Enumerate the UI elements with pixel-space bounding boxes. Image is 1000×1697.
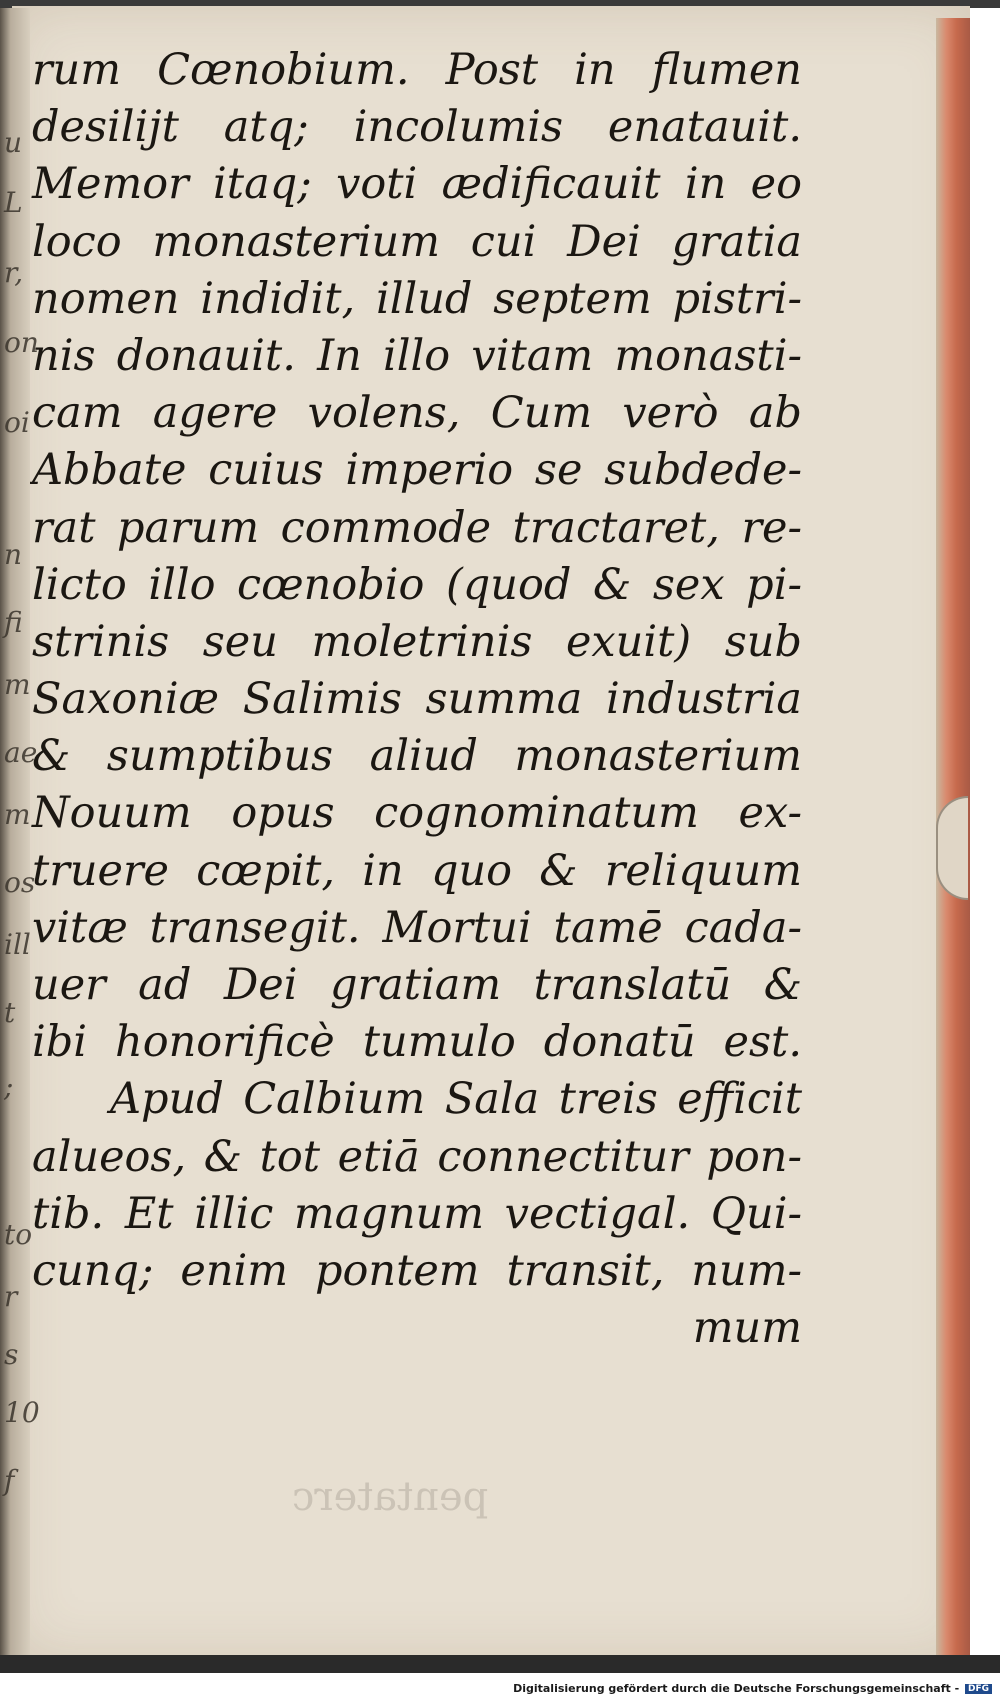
left-gutter [0, 8, 40, 1660]
gutter-letter: t [4, 996, 16, 1029]
text-line: cunq; enim pontem transit, num- [32, 1245, 802, 1296]
text-line: ibi honorificè tumulo donatū est. [32, 1017, 802, 1068]
text-line: alueos, & tot etiā connectitur pon- [32, 1131, 802, 1182]
dfg-logo: DFG [965, 1684, 992, 1694]
text-line: cam agere volens, Cum verò ab [32, 388, 802, 439]
gutter-letter: s [4, 1338, 19, 1371]
gutter-letter: ill [4, 928, 31, 961]
digitization-credit [513, 1682, 992, 1695]
catchword: mum [692, 1303, 802, 1354]
text-line: vitæ transegit. Mortui tamē cada- [32, 902, 802, 953]
text-line: nomen indidit, illud septem pistri- [32, 273, 802, 324]
text-line: Memor itaq; voti ædificauit in eo [32, 159, 802, 210]
text-line: strinis seu moletrinis exuit) sub [32, 616, 802, 667]
text-line: loco monasterium cui Dei gratia [32, 216, 802, 267]
text-line: Nouum opus cognominatum ex- [32, 788, 802, 839]
text-line: & sumptibus aliud monasterium [32, 731, 802, 782]
gutter-letter: ; [4, 1070, 14, 1103]
text-line: Saxoniæ Salimis summa industria [32, 674, 802, 725]
gutter-letter: m [4, 798, 31, 831]
gutter-letter: on [4, 326, 39, 359]
text-line: desilijt atq; incolumis enatauit. [32, 102, 802, 153]
gutter-letter: f [4, 1464, 15, 1497]
text-line: licto illo cœnobio (quod & sex pi- [32, 559, 802, 610]
gutter-letter: m [4, 668, 31, 701]
gutter-letter: ae [4, 736, 38, 769]
text-line: Abbate cuius imperio se subdede- [32, 445, 802, 496]
gutter-letter: fi [4, 606, 23, 639]
text-line: nis donauit. In illo vitam monasti- [32, 330, 802, 381]
text-line: tib. Et illic magnum vectigal. Qui- [32, 1188, 802, 1239]
gutter-letter: r, [4, 256, 24, 289]
gutter-letter: r [4, 1280, 18, 1313]
gutter-letter: n [4, 538, 23, 571]
gutter-letter: L [4, 186, 23, 219]
gutter-letter: os [4, 866, 36, 899]
gutter-letter: 10 [4, 1396, 40, 1429]
credit-text: Digitalisierung gefördert durch die Deutsche Forschungsgemeinschaft - [513, 1682, 960, 1695]
page-tab [936, 796, 968, 900]
text-line: rum Cœnobium. Post in flumen [32, 45, 802, 95]
text-line: uer ad Dei gratiam translatū & [32, 960, 802, 1010]
text-line-paragraph-start: Apud Calbium Sala treis efficit [110, 1074, 802, 1125]
gutter-letter: to [4, 1218, 33, 1251]
text-line: truere cœpit, in quo & reliquum [32, 845, 802, 896]
text-line: rat parum commode tractaret, re- [32, 502, 802, 553]
book-page [12, 6, 970, 1660]
bleed-through-stamp: pentaterc [292, 1474, 489, 1520]
gutter-letter: u [4, 126, 23, 159]
gutter-letter: oi [4, 406, 30, 439]
bottom-scan-border [0, 1655, 1000, 1673]
page-text [32, 42, 802, 1357]
